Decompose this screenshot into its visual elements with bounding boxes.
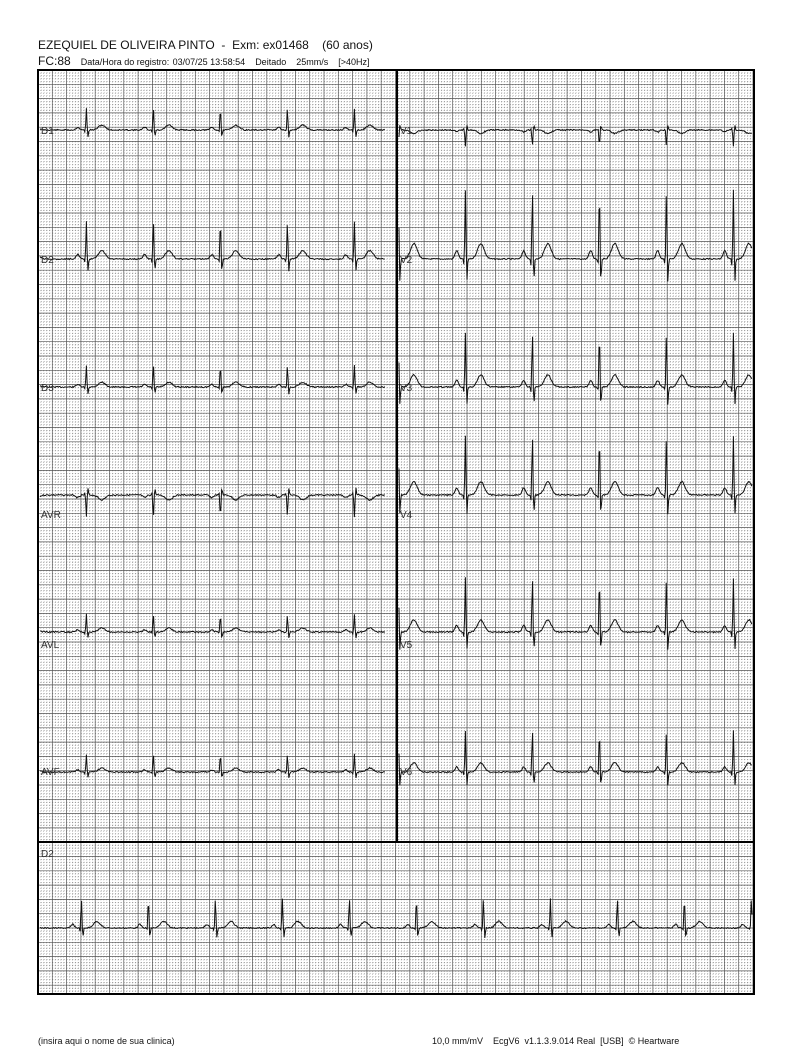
lead-label-v5: V5 (400, 640, 413, 651)
lead-label-v1: V1 (400, 126, 413, 137)
lead-label-avr: AVR (41, 510, 61, 521)
lead-label-rhythm-d2: D2 (41, 849, 54, 860)
heart-rate: FC:88 (38, 54, 71, 68)
software-info: EcgV6 v1.1.3.9.014 Real [USB] © Heartware (493, 1036, 680, 1046)
record-datetime: 03/07/25 13:58:54 (172, 57, 246, 67)
exam-id: ex01468 (262, 38, 309, 52)
lead-label-v6: V6 (400, 767, 413, 778)
filter-setting: [>40Hz] (338, 57, 370, 67)
lead-label-avf: AVF (41, 767, 60, 778)
lead-label-v4: V4 (400, 510, 413, 521)
patient-position: Deitado (255, 57, 287, 67)
exam-label: Exm: (232, 38, 260, 52)
header-separator: - (221, 38, 226, 52)
trace-rhythm-d2 (40, 898, 752, 938)
lead-label-d1: D1 (41, 126, 54, 137)
gain-setting: 10,0 mm/mV (432, 1036, 484, 1046)
record-label: Data/Hora do registro: (80, 57, 170, 67)
lead-label-avl: AVL (41, 640, 60, 651)
lead-label-v2: V2 (400, 255, 413, 266)
patient-age: (60 anos) (322, 38, 373, 52)
paper-speed: 25mm/s (296, 57, 329, 67)
clinic-name-placeholder: (insira aqui o nome de sua clinica) (38, 1036, 175, 1046)
lead-label-d3: D3 (41, 383, 54, 394)
trace-avl (40, 614, 385, 638)
lead-label-v3: V3 (400, 383, 413, 394)
trace-d2 (40, 221, 385, 271)
panel-frames (38, 70, 754, 994)
footer-info (432, 1036, 679, 1046)
patient-name: EZEQUIEL DE OLIVEIRA PINTO (38, 38, 215, 52)
lead-label-d2: D2 (41, 255, 54, 266)
